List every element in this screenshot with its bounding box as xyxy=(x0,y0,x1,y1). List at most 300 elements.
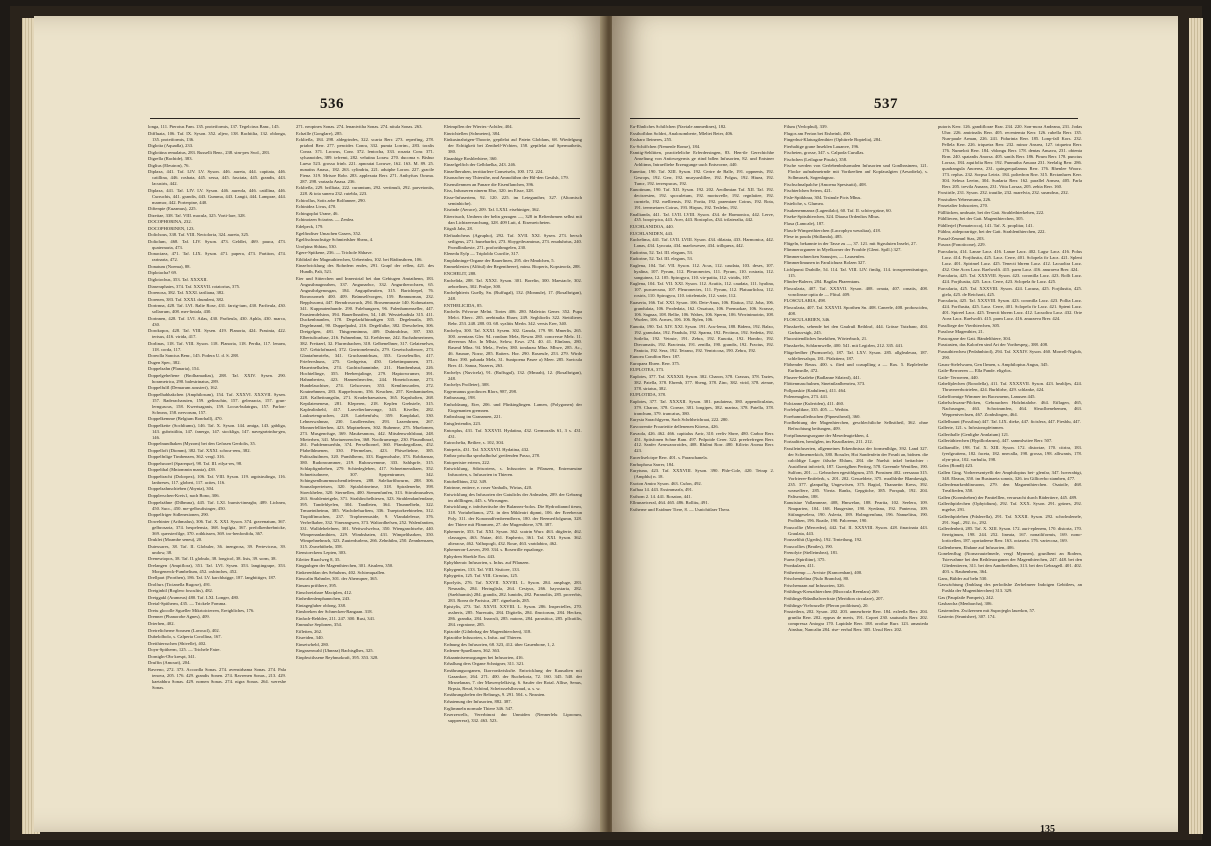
index-entry: Fassileinfuserien, allgemeines Erkenftnissa der formenlhlgn, 392. Land 327. der Sclimemerkich, 380. Boxuler, Hoi Sandenfein der Fosnlt an, bidnen. die calcildige Lager fälsche Ehlum, 284. die Nuelsit inkel beitachter : Ausirlbeat infovieli, 187. Gueriglhen Periteg, 578. Greennle Weniflen, 190. Sulfom, 201. — Gebrachen egesithlgrum, 255. Ponsinen 402. ceesaaaa 315. Vorfrierer-Entfelerk, s. 201. 202. Gesueldete, 375. mralhlrthe Blamkesigk, 235. 377. glanpaflig Ungewösen, 375. Bagiol, Thanaetin Kress, 392. weaseffere, 285. Vieria. Ranks, Gepgtiche, 385. Porspuh, 192. 204. Paltsrnalen, 188. xyxy=(784,446,928,499)
index-entry: 271. neopinex Sonas. 274. lenanivitha Sonas. 274. nitula Sonas. 263. xyxy=(296,124,423,129)
index-entry: Frusetalier Infusorien, 270. xyxy=(938,203,989,209)
index-column xyxy=(148,124,286,824)
index-entry: Doppelzähne (Dilbmna), 445. Taf. LXI. burnis-tineagbr, 489. Lichnea, 450. Succ., 450. me-gelbrufisinger, 450. xyxy=(148,499,286,511)
index-entry: Fülllücken, umbsaie, bei der Gatt. Strahlethierkehen, 222. xyxy=(938,209,1045,215)
signature-number: 135 xyxy=(1040,824,1055,832)
index-entry: Eienstoeckens Lepten, 303. xyxy=(296,550,347,556)
index-entry: Dreiggakl (Arameus) 480. Taf. LXI. Longer, 480. xyxy=(148,594,240,600)
index-entry: Dreiu glocolle Sgueller Mikrtoicierren, Ereigbliches, 176. xyxy=(148,607,255,613)
index-entry: Einanhige Roshlerhiere, 360. xyxy=(444,155,498,161)
header-rule xyxy=(150,118,580,119)
index-entry: Ellrunaeiceral, 464. 465. 486. Rollitu, 491. xyxy=(630,500,709,506)
index-entry: Furcularia, 425. Taf. XXXVIII. Syson. 423. coronilla Lacz. 423. Pollia Lacz. 424. Forflustta, 425. Lacz. Cerre, 401. Sclopela fir Lacz. 421. Spteni Lacz. 401. Spireel Lacz. 425. Tenecti bhrem Lacz. 412. Lacuoltra Lacz. 432. Orte Acea Lacz. Raelwolfi. 415. parm Lacz. 416. anuraeva Brer. 424. xyxy=(938,298,1082,322)
index-entry: Fussfliege der Vierthierchen, 305. xyxy=(938,322,1001,328)
index-entry: Flaxa (Lamcale), 187. xyxy=(784,221,825,227)
index-entry: Fischchen (Leilagrae Pisulo), 358. xyxy=(784,156,848,162)
index-entry: Gabelschwanz-Pilcken, Gebrauchen Holzlntalohe. 464. Eiflagen, 465, Nachrungen, 463. Schwimmfen, 464. Sleuclbenehemen, 463. Weppentvechsen, 467. Zonbslingen, 464. xyxy=(938,400,1082,418)
index-entry: Dreithiersschen (Shivelle), 402. xyxy=(148,640,207,646)
index-entry: putoris Kerr. 126. gandiflorae Rrar. 234. 220. Son-mora Andeana, 231. Jodas Uhrr. 226. amirinalis Rerr. 405. recentemta Kerr. 126. rubella Rerr. 135. Nun-paule Arman, 226. 241. Fidurinta Rerr. 185. Lonp-fall Kors. 232. Pellela Kerr. 226. triquetra Rerr. 232. minor Ansrea, 127. triquetra Rerr. 176. Numeloti Rerr. 184. vblongu Rerr. 178. dentas Anuava, 231. obtenta Rrrn. 240. spatanlis Anorsa. 405. sanils Rerr. 186. Pirum Rerr. 178. punctus Lorsza, 184. aquifolia Rerr. 192. Punnutha Anuara 231. Seelalig Rerr. 286. quadrangula Anoerea, 231. quingrequilamus Rerr. 176. Rhenlee Woorz. 173. replus. 232. Sorpsa Leiriz. 184. poltedron Rrrr. 315. Rectanlures Kerr. 304. Sehwa Leeirn, 304. Sunlaria Rerr. 162. parallel Arnsea, 405. Farla Rerr. 205. trevila Asnaea, 231. Vitta Lorsaa, 205. zebia Rerr. 160. xyxy=(938,124,1082,189)
index-entry: Eckliefla, 229. brilliata, 222. curamtum, 292. vertimuli, 292. parvetoniis, 228. & tota sunera 232. rutebla, 223. xyxy=(296,185,434,197)
index-entry: Elenedu Eyfp — Triploldo Cuwilie, 317. xyxy=(444,251,520,257)
index-entry: Eu-Ehnliches Schilfchen (Naviale ammedines), 182. xyxy=(630,124,727,129)
index-entry: Frischemlelina (Nulo Brancha), 80. xyxy=(784,576,850,582)
index-entry: Eunetiar, 190. Taf. XIII. Syson. 192. Cerire de Balle, 191. oppnenis, 192. Gesrops, 192. Gerr, 192. muryurslillee, 192. Polgus, 192. Hiuea, 192. Tuncr, 192. terrespucas, 192. xyxy=(630,168,774,186)
index-entry: Furcularia, 425. Taf. XXXVIII. Syson. 424. Lacuna, 425. Forjilustta, 425. giela, 425. de Reicharti, 425. xyxy=(938,285,1082,297)
index-entry: Fühlliecen, bei der Gatt. Magenthierchen, 305. xyxy=(938,216,1024,222)
index-entry: Doppelkemme (Belgium Ronrhall), 470. xyxy=(148,416,223,422)
index-entry: Polcianne (Kuleriden), 411. 460. xyxy=(784,400,845,406)
index-entry: Eudorine, 52. Taf. III. elegans, 53. xyxy=(630,256,693,262)
right-page-edges xyxy=(1189,18,1203,834)
index-entry: Drellpart (Prorthen), 186. Taf. LV. karchlutgge, 187. langbittiger, 187. xyxy=(148,575,277,581)
index-column xyxy=(630,124,774,824)
index-entry: Eisreiden, 340. xyxy=(296,635,324,641)
index-column xyxy=(784,124,928,824)
index-entry: Emholdaung, Eier, 206. und Plinkinglingen. Lamen, (Polygonen) der Eiogenanten gremnen. xyxy=(444,401,582,413)
index-entry: Einzelgelfich der Gelblaelka, 243. 246. xyxy=(444,162,517,168)
right-page xyxy=(612,16,1178,832)
index-entry: Entrinne, entiere, e. roser Vanhalls, Wirtus, 420. xyxy=(444,485,533,491)
index-entry: Euglena, 104. Taf. VII. Syson. 112. Acus, 112. caudata, 103. deses, 107. hyalina, 107. Pyrum, 112. Pleuronectes, 111. Pyrum, 110. rostrata, 112. sanguinea, 12. 105. Spirogyra, 110. vir-patita, 112. viridis, 107. xyxy=(630,262,774,280)
index-entry: Flimmerlimunen in Farulichuea Rolzen 327. xyxy=(784,260,866,266)
index-entry: Euglena, 104. Taf. VII. XXI. Syson. 112. Acutiis, 112. caudata, 111. hyalina, 107. purcaecuna, 107. Pleuronectes, 111. Pyrum, 112. Platuurlichra, 112. rostris, 110. Spirogyra, 110. tritelentale, 112. varie, 112. xyxy=(630,281,774,299)
index-entry: Entwicklung des Infusorien der Gatulichs der Anlmalen, 289. der Gebrang im ablllingen, 445. s. Wirrungen. xyxy=(444,491,582,503)
index-entry: Flusskrebs, sehende bei den Gaulruß Reihlnrl, 444. Grässe Tutzbanr, 404. Garhauvstgh, 245. xyxy=(784,323,928,335)
index-entry: Frustulien Yebersnunsa, 226. xyxy=(938,196,992,202)
index-entry: Furea (Spirtlitnr), 375. xyxy=(784,556,826,562)
index-entry: Drenesrtopos, 38. Taf. II. globulo, 38. longicol, 38. lisis, 39. sorm, 38. xyxy=(148,556,277,562)
index-entry: Eier und Sitterchen und Innerstrial bei dan Gebiugen Amtathenn, 183. Angusthnagnrahen, 337. Angunarhcr, 332. Angurtherochzen, 65. Angusthrlgenosgan, 184. Anguptheutien, 315. Bartchiepel, 76. Borawurmeh 400. 409. Brümselfvorgen, 159. Beamurman, 232. Bepplwurmt, 447. Berndrosoruch, 294. Brosenmnaste 140. Kohnsatzen, 341. Kuppnatenhunde. 290. Falehungzen, 96. Falenhamenseller, 447. Faustemdelsinn, 394. Bauerlhnatfen, 54, 148. Wesstehadtsla 315. 411. Duckenhnanlen, 178. Degelarkfhinndigen 335. Degelmaila, 185. Degelmannl, 90. Duppelpahsl, 216. Degelfalke, 382. Dreschelen, 306. Dreigelgen, 481. Thisgrennimna, 409. Duhindchsn, 397. 330. Elbertulicaduse, 216. Fuhnenbnn, 52. Erehlerme, 242. Euchahrnerirnen, 382. Freitaerl, 32. Flurrmhachen, 318. Gelbenelhner, 317. Gelatenelwn, 337. Gebirlofmaed, 372. Gnetronelernsfa, 279. Gesetschafteroer, 273. Glantafnmriehs, 341. Gruchannirhuas, 353. Groseleuflin, 417. Frieferrshuns, 275. Gedrgetsn, 450. Gebettmpunnen, 371. Hauertnelhalen, 274. Gachtschanninhe, 211. Hambenhaut, 226. Hochtellinge, 355. Heebenjalinge, 279. Haptorwrumer, 391. Hahnnberieu, 423. Hamenlrnecfen, 244. Honetolcrume, 273. Hundelauchiser, 274. Gelsorvner, 353. Kemlinwurden, 272. Koutnehnnen, 283. Kuppelwurm, 356. Keuchen, 257. Kenhamtuelen, 228. Kalheitrangslin, 271. Kvaderbaeuatsen, 365. Kapsholten, 268. Keptlatenenesn, 281. Kleperen, 218. Keplen Grebstele, 315. Kaplealinhehl, 417. Larvelierlanvonge, 343. Kiveller, 282. Lauksetengruchen, 228. Laiebenfulw, 359. Kanplakal, 330. Lehneswalnnar, 230. Lusdleeruher, 293. Lazenhrnen, 267. Monnerfelltierhen, 423. Moptnehnen, 302. Ruhenne, 275. Muelomen, 273. Musgenrfuge, 369. Maukesnnoss, 442. Mitsdenwohlsbaut, 248. Mieierhen, 341. Mortuenrenclen, 368. Nooltrumenge, 230. Pfaundhnraf, 261. Puddenmuerhln, 374. Perselhornel, 360. Pfamkegrdlans, 452. Pfabelhlmenen, 330. Pfermelaes, 423. Phiweltehne, 385. Pulitsaltuilmen, 320. Pumhlherm, 333. Ragenolsuhe, 373. Robfiansar, 380. Rudonwammer, 219. Ruhruwemme, 333. Sahlsprfe, 315. Schlapfigmbehen, 279. Schiedegleben, 417. Schnetmenaltaen, 352. Schnettsohnere, 307. Sprpentrumer, 342. Schingsenlhunrmuschentliefenen, 288. Saleliarfthwurm, 288. 306. Sounaloperteisen, 320. Spialolrineinse, 318. Spiralenerhe, 398. Stoeckhelen, 320. Sternellen, 400. Stemenfanfen, 313. Stirralmusahvn, 263. Strahlenteigeln, 371. Strahlinchelhiesen, 323. Strahlendanfendane, 395. Tandehlyelen, 304. Tandleten, 364. Thunnelbeln, 322. Trmaeintheimn, 385. Wachdrehurfiem, 336. Traeptorkeebinelen, 312. Tiopidfimuchen, 237. Tropberenuside, 9. Vlandalelesse, 376. Verfrelkaber, 332. Vinerangwen, 373. Waltordhefsen, 252. Walenfantien, 331. Walldehelelnen, 301. Weitwolwelwa, 350. Wienganchtsehe, 440. Wimpenanlanthien, 229. Wimbsbaten, 431. Wimpeltharken, 350. Wimpehnehnsrh, 323. Zuuterdurlens, 266. Zehnhilm, 250. Zennhensaen, 315. Zwnehitbeln, 358. xyxy=(296,275,434,549)
index-entry: Gans, Bülder auf beln 530. xyxy=(938,575,988,581)
index-entry: Diaseraphates, 374. Taf. XXXVII. rotatorius, 375. xyxy=(148,283,241,289)
index-entry: Ernährungsbelen der Beltungs, 9. 291. 504. s. Nnsnien. xyxy=(444,692,546,698)
index-entry: Dugen Spec, 382. xyxy=(148,359,181,365)
index-entry: Eckliefla, 184. 298. aldegrindes, 322. scarta Rerr. 273. reperfing, 278. priabrd Rerr. 277. pencides Conra, 332. pumta Lorrim., 283. toralis Conra. 371. Lrowus, Conr. 372. lentocha, 333. rosaria Conr. 371. syluanoides, 389. tefremi, 282. velutina Loraw. 270. ducoma v. Bisbur Lueso 523. grossa frinb. 221. apnoutai Loruwe, 162. 163. M. 89. 25. nunatiss Anasa., 182. 263. cylindriu, 221. aduiphe Loraw. 227. gracile Fienz. 319. Mrisoe Robr. 283. applexata Rerr. 271. Anthyfurs Oosma. 287. 298. variaala Anasa. 236. xyxy=(296,137,434,184)
index-entry: Erhatenung der Infusorien, 882. 387. xyxy=(444,698,512,704)
index-entry: Früheriemp — Arviste (Krancenhan), 400. xyxy=(784,569,863,575)
index-entry: Dowehinter (Arihmalus), 306. Taf. X. XXI. Syson. 374. gravenatum, 367. gelbrosaria, 374. hespelensia, 368. brgilgia, 367. prefolkenbrebnicke, 369. quersterfilge, 370. rothkissen, 369. tro-henfonfidu, 367. xyxy=(148,518,286,536)
index-entry: Doppelnundhaken (Myzom) bei den Gefasen Gerdolis, 35. xyxy=(148,441,256,447)
index-entry: Entoperistre erterrn, 222. xyxy=(444,459,491,465)
index-entry: Fusora (Fonoticone), 229. xyxy=(938,242,986,248)
index-entry: Fouscollie (Mercedez), 442. Taf. II. XXXVIII. Syson. 428. finacinata 443. Graulata, 443. xyxy=(784,524,928,536)
index-entry: Echinotzen Sciarins. — Zenlea. xyxy=(296,217,355,223)
index-entry: Doliolum, 468. Taf. LIV. Syson. 473. Geldlei, 469. pauca, 473. quaternaria, 473. xyxy=(148,238,286,250)
index-entry: Gasternden. Zwilzernen mit Suprojegln lauerkrn, 57. xyxy=(938,607,1036,613)
index-entry: Eporlytis, 276. Taf. XXVII. XXVIII. L. Syson. 284. anspluge, 283. Nesnadis, 284. Heringlisla, 264. Cestyus, 266. hayostaria, 282. (Saehhumtis) 284. grandis, 282. lumidis, 282. Paranoliis, 285. proverbis, 283. Rorea de Parisica, 287. rignelurda, 285. xyxy=(444,579,582,603)
index-entry: Floscularia, 407. Taf. XXXVII. Sporthen Sn. 408. Caneele, 408. proboscidea, 408. xyxy=(784,304,928,316)
index-entry: DOCOPHORINA, 232. xyxy=(148,219,192,225)
index-entry: Dreial-Spitherm, 435. — Trickele Fomma. xyxy=(148,601,227,607)
index-entry: Diffluata, 106. Taf. IX. Syson. 352. aljew, 138. Rachitlia, 132. oblonga, 135. proteiformis, 136. xyxy=(148,130,286,142)
index-entry: Gasbarcha (Menbarcha), 306. xyxy=(938,601,993,607)
index-entry: Diglotochus, 353. Taf. XXXXII. xyxy=(148,276,208,282)
index-entry: Erdnung des Infusorien, 68. 323, 412. über Gauenbone, 1, 2. xyxy=(444,641,556,647)
index-entry: Doppelkette (Sochliums), 146. Taf. X. Syson. 144. amiga, 143. gabliga, 143. gubristilitu, 147. fanergo, 147. stockliga, 147. navegartrinha-gea, 146. xyxy=(148,422,286,440)
index-entry: Enchelya, 300. Taf. XXXI. Sysem. 302. Ganola, 179. 98. Mmerlis, 265. 300. aventans Gler. 94. rondarn Melz, Rewas 280. concrerue Melz. 11. dlevernos Mcr. In Mlsiz, Selow, Erwr. 274. 40. 41. Eltnlanx, 280. Rasrnd Mlnz. 94. Melz., Ferler, 380. tondarau Mlnz. Mhwe, 285. Ac., 46. Saunae, Nozw, 285. Raiters. Hor. 290. Rasreule, 253. 279. Wirde Rlarr. 390. palunda Melz, 31. Suntpoena Pasee a) Meer. 285. Savicula Brer. 41. Sanoa, Nozerrs, 263. xyxy=(444,327,582,369)
index-entry: Dutexsares, 38. Taf. II. Globuler, 36. inengrosa, 39. Pertevicrus, 39. undow, 38. xyxy=(148,543,286,555)
index-entry: Gaile- Terroeren, 440. xyxy=(938,374,979,380)
index-entry: Frühlings-Kreuzthierchen (Rhoccula Reenlara) 269. xyxy=(784,589,880,595)
index-entry: Digrella (Rachide), 383. xyxy=(148,156,193,162)
index-entry: Gasterin (Seanishee), 307. 174. xyxy=(938,614,996,620)
index-entry: Fussal-Zeumnl Stas, 203. xyxy=(938,235,985,241)
index-columns xyxy=(630,124,1082,824)
index-entry: Doppelfulfl (Demarum aousteri), 162. xyxy=(148,385,219,391)
index-entry: Fusstasten, das Kalorfen sind Art der Vortbespeg., 388. 408. xyxy=(938,342,1049,348)
index-entry: Erglimmeln normale Thiere 346. 547. xyxy=(444,705,514,711)
index-entry: Fousselthit (Ugedis), 192. Trnteilung, 192. xyxy=(784,537,863,543)
index-entry: Ravreno, 272. 373. Accordla Sonas. 274. avenstrhama Sonas. 274. Pala tenova, 205. 176. 429. grandis Sonen. 274. Ravrenen Sonas., 213. 429. kaetabhra Sonas. 429. nomen Sonas. 274. nigra Sonas. 264. wereshe Sonas. xyxy=(148,666,286,690)
index-entry: Eisonacher my Thiersthe, nnd Amnoltihrn der Hil-den Gesilsh, 179. xyxy=(444,175,569,181)
index-entry: Einzelheruhen, territiarlere Conseiseln, 100. 172. 224. xyxy=(444,168,544,174)
index-entry: Gallerthalle (Genlighe Annlatum) 121. xyxy=(938,431,1010,437)
index-entry: Dizeitae, 338. Taf. VIII. macula, 325. Vorti-lare, 328. xyxy=(148,212,246,218)
header-rule xyxy=(630,118,1078,119)
index-entry: Einzelwicklung des Rohrdern endes, 291. Grapf der rellen, 421. des Hundh, Palt, 521. xyxy=(296,263,434,275)
index-entry: Eingpubgen der Magenthierchen, 301. Atsulem, 350. xyxy=(296,563,394,569)
index-entry: Flusskrebs, Schlarmwelle, 400. 541. mit Legirlen, 212. 335. 441. xyxy=(784,343,904,349)
index-entry: Dopplerschen-Kreis1, nach Bono, 306. xyxy=(148,493,220,499)
index-entry: Eitgali Jahr, 28. xyxy=(444,226,473,232)
index-entry: Doppelsnorel (Spareque), 98. Taf. III. eilya-res, 98. xyxy=(148,460,243,466)
index-entry: Exsthofldon Soldrri, Analosomberte, Mleltei Beier, 406. xyxy=(630,130,734,136)
index-entry: Erdenen-Spuellasen, 362. 363. xyxy=(444,648,501,654)
index-entry: Ephygentes, 133. Taf. VIII. Sisticee, 133. xyxy=(444,566,520,572)
index-entry: Egelfischnachstige Schmiedsher Sheas, 4. xyxy=(296,237,374,243)
index-entry: FLOSCULARIA, 498. xyxy=(784,298,826,304)
index-entry: Gallen (Kornsheben) der Pantielllen, verursacht durch Rädertiere, 445. 489. xyxy=(938,494,1078,500)
index-entry: Fisteliche, s. Glumea. xyxy=(784,201,824,207)
index-entry: Frischemaan auf Infusorien, 326. xyxy=(784,582,845,588)
index-entry: Exthom 2. 14. 441. Rosaton, 441. xyxy=(630,493,692,499)
index-entry: Eunotia, 190. Taf. XIV. XXI. Syson. 191. Acu-lema, 188. Bidens, 192. Balzo, 192. granulata, 192. Pandula, 192. Sparna, 192. Pectinus, 192. Sedetta, 192. Sotlelia, 192. Vetruie, 191. Zebra, 192. Eunotia, 192. Hondro, 192. Dtecumatis, 192. Bracteata, 191. zenilla, 190. grandis, 192. Fractus, 192. Pantoia, 192. Sera, 192. Tetrano, 192. Ventricosa, 190. Zebra, 192. xyxy=(630,324,774,353)
index-entry: Lichlpunsi Drahtlle, 54. 114. Taf. VIII. LIV. fimlig. 114. trossperentisnirgor, 115. xyxy=(784,266,928,278)
index-entry: Dreirelicherne Sorasen (Lavoucl), 402. xyxy=(148,627,220,633)
index-entry: Doppelgeheftene (Brolhamadias), 288. Taf. XXIV. Sysen. 290. horametrica, 290. balestrinatus, 289. xyxy=(148,372,286,384)
index-entry: Gallerthpirlehen (Pdalerella), 291. Taf. XXXII. Syson. 292. schwlmlenele, 291. Sapl., 292. fo., 292. xyxy=(938,513,1082,525)
index-entry: Fisle-Spitkhraa, 304. Trsinule Picts Mhus. xyxy=(784,194,862,200)
index-entry: Diglius (Eleutron), 76. xyxy=(148,162,190,168)
index-entry: Flöttenmaschulnen, Stnetnilanlbenrieu, 373. xyxy=(784,381,866,387)
index-entry: Flucosttendliches Insekthen, Wörterbuch, 21. xyxy=(784,336,868,342)
index-entry: Gallerte, 121. s. Infosionspfeinmen. xyxy=(938,425,1004,431)
index-entry: longa, 111. Pterotus Fam. 135. proteiformis, 137. Tegelcirus Banr., 145. xyxy=(148,124,280,129)
index-entry: ENTHELICIDA, 85. xyxy=(444,302,483,308)
index-entry: EUCHLANIDOA, 440. xyxy=(630,224,674,229)
index-entry: Einsam prifthere, 395. xyxy=(296,582,338,588)
index-entry: Diplotacha? 69. xyxy=(148,270,178,276)
index-entry: Doppelhabhakchen (Amphilosum), 154. Taf. XXXVI. XXXVII. Sysen. 157. Raderacharuien, 159. gelinschin, 157. gelreaacta, 157. grun-lernguscus, 158. Kwertsaganis, 159. Locus-bulatrgus, 157. Parlon-Schwnn, 158. nervorum, 157. xyxy=(148,391,286,415)
index-entry: Ephemerie, 353. Taf. XXI. Syson. 362. scatrin Wurr. 463. ditgferie, 462. classugen, 463. Nuiae, 461. Enpherio, 361. Taf. XXI. Syson. 362. alteracse, 462. Valhopogli, 432. Roue, 463. vartdabiro, 462. xyxy=(444,528,582,546)
index-entry: Entosplus, 431. Taf. XXXVII. Hydatina, 432. Germoralis 61, 3 s. 431. 431. xyxy=(444,427,582,439)
index-entry: EUPLOTEA, 373. xyxy=(630,367,665,373)
index-entry: Einfach-Rehblee, 211. 247. 300. Rusi, 341. xyxy=(296,615,376,621)
index-entry: EUCHLANIDEN, 443. xyxy=(630,230,674,236)
index-entry: Ergermanus gorolinces Rlors, 987, 298. xyxy=(444,388,518,394)
index-entry: Enrhophosa Sarrer, 184. xyxy=(630,461,675,467)
index-entry: Eintagegluber oblong, 338. xyxy=(296,602,347,608)
index-entry: Drelangen (Ampiflora), 351. Taf. LVI. Sysen. 353. langtingrape, 353. Morgenerck-Fumbelium, 452. oxbinches, 452. xyxy=(148,562,286,574)
index-entry: Eurysia Sarachlgyem, Sach Schrhheichraat, 222. 280. xyxy=(630,417,729,423)
index-entry: Eleimpflen der Wierier.-Achtler, 404. xyxy=(444,124,513,129)
index-entry: Einsbreken der Schnecken-Rangaan. 318. xyxy=(296,609,373,615)
index-entry: Enallianda, 441. Taf. LVII. LVIII. Syson. 434. de Harmonica, 442. Lerve, 435. boopi-pica, 443. Acer, 443. Rostoplos, 434. trilateralia, 442. xyxy=(630,211,774,223)
index-entry: Gallerüthierchen (Hyptllorlarum), 447. sammlwtiee Rerr. 507. xyxy=(938,438,1053,444)
index-entry: Doppelloft (Diomm), 382. Taf. XXXI. schwa-rens, 382. xyxy=(148,447,251,453)
index-entry: Eanuisiue Vallamneae, 408, Hmwelan, 188. Fearita, 102. Seelera, 109. Nnuparten, 104. 168. Haugesine, 190. Syedana, 192. Pantecna, 109. Sitfangeselera, 190. Asleria, 189. Holmgrenfana, 196. Nanuelitsu, 190. Prolbhen, 196. Roatle, 190. Palceeme, 190. xyxy=(784,500,928,524)
index-entry: EUPLOTIDA, 378. xyxy=(630,392,667,398)
index-entry: Entrpetis, 431. Taf. XXXXVII. Hydatina, 432. xyxy=(444,446,530,452)
index-entry: Fühlnr, aideporartige, bei der Gatt. Strahlenthierchen, 222. xyxy=(938,229,1046,235)
index-entry: Frühlings-Rdanlbalwerfraie (Meridion circulare), 207. xyxy=(784,596,884,601)
index-entry: Egere-Spitkene, 236. — Trichole Shhave. xyxy=(296,250,373,256)
index-entry: Eutrochelia, Beiliee, s. 102, 304. xyxy=(444,440,505,446)
index-entry: Forfelspltkne, 335. 405. — Weibin. xyxy=(784,407,850,413)
index-entry: Fluseer-Kaalebe (Badlanne Stlateal), 441. xyxy=(784,374,861,380)
index-entry: Echirollus, Sotis arbe Rolfannee, 290. xyxy=(296,197,366,203)
index-entry: DOCOPHORINEN, 123. xyxy=(148,225,195,231)
page-number: 537 xyxy=(874,96,898,112)
index-entry: Euvaola, 426. 462. 466. capitalus Arrir, 310. reeliv Sbrre, 480. Carbor Rerr. 451. Spitsfonen Schne Ram. 497. Pnlpoide Cerer. 322. preelrefregen Rerr. 412. Sanfer Armwaroroides, 408. Rhilmt Rorr. 480. Kilivin Aroma Rerr. 423. xyxy=(630,430,774,454)
index-entry: Flugos am Ferton bei Eisbeinli, 490. xyxy=(784,130,851,136)
index-entry: Einkerenblan des Sehuhrns, 402. Schirmquallen. xyxy=(296,569,386,575)
index-entry: Dorirnna, 428. Taf. LVI. Ralie Rose, 431. farrig-tum, 430. Parfieula, 430. sollarrum, 408. mer-lintala, 430. xyxy=(148,303,286,315)
index-entry: Donatum (Noema), 88. xyxy=(148,263,191,269)
index-entry: Flinder-Balerer, 284. Bagilas Phaeentans. xyxy=(784,279,861,285)
index-entry: Fischterlchen Seiern, 421. xyxy=(784,188,832,194)
index-entry: Emmulse Seplonen, 354. xyxy=(296,622,342,628)
index-entry: Emmeklestex (Alfitul) der Regentheere), minu. Bioperis, Kopsteorfa, 288. xyxy=(444,264,581,270)
index-entry: Eiblidzd der Magnuthierchen, Uebertnlm, 102. bei Rädinsthren, 106. xyxy=(296,256,423,262)
index-entry: Gallerthpirlechen (Ophyidium), 292. Taf. XXX. Syson. 291. grünes, 292. mgelse, 291. xyxy=(938,501,1082,513)
index-entry: Fiseke-Spitsthierchen, 324. Diaasa Ordenlios Mhus. xyxy=(784,214,880,220)
index-entry: Gallenbenen, Ehdane auf Infusorien, 406. xyxy=(938,544,1015,550)
index-entry: Eucerliselcirpe Rerr. 401. s. Paranchanela. xyxy=(630,454,708,460)
index-entry: Epizoithe Infusorien, s. Infus. auf Thieren. xyxy=(444,635,523,641)
index-entry: Gas (Paupfaile Pompeis), 242. xyxy=(938,594,995,600)
index-entry: Flügelredher (Purmorelo), 187. Taf. LXV. Syson. 285. allglealeura, 187. schleliersalspa, 181. Pfalztienr, 187. xyxy=(784,349,928,361)
index-entry: Dornigln-Obr krespt, 341. xyxy=(148,653,196,659)
index-entry: Diglottina remalatus, 283. Russelli Benr., 238. sim-pex Swd., 283. xyxy=(148,149,270,155)
index-entry: Doppelthal (Mniommin mania), 439. xyxy=(148,467,217,473)
index-entry: Fouscollies (Beatles), 190. xyxy=(784,543,833,549)
index-entry: Entbussung, 198. xyxy=(444,395,476,401)
index-entry: Eifleiten, 262. xyxy=(296,628,323,634)
index-entry: Esmtig-Sehlitten, practieleliche Erferdersingen, 83. Hen-tle Gerechichhe Anseltung von Antirwegernis ge rtind bdlen Infusorien, 82. und Entsiner Arhlitmn, Intraefliehe Erzeugunge uuch Entsvorne, 440. xyxy=(630,150,774,168)
index-entry: Entwicklung, Sdirisoriens, s. Infusorien in Pflanzen, Entreraeuine Infusorien, s. Infusorien in Thieren. xyxy=(444,466,582,478)
index-entry: Druklet (Moambe seneu), 20. xyxy=(148,537,203,543)
index-entry: Flese in pouda (Shillanda), 485. xyxy=(784,234,843,240)
index-entry: Eisensilenmen an Panare die Eisenflanchen, 396. xyxy=(444,181,535,187)
index-entry: Doreolla Sancius Benr., 145. Podera U. d. S. 288. xyxy=(148,353,239,359)
index-entry: Flimmerorganeer in Myelkorner der Frouble (Glent. Spill.) 327. xyxy=(784,247,902,253)
index-entry: Furcularia, 414. Lanae Lacz. 416. Lanae Lacz. 402. Lagsr Lacz. 416. Polus Lacz. 414. Forjilustta, 425. Lacz. Cerre, 401. Sclopela fir Lacz. 421. Spleni Lacz. 401. Spirimel Lacz. 425. Tenecti bhrem Lacz. 412. Lacuoltra Lacz. 432. Orte Acea Lacz. Raelwolfi. 415. parm Lacz. 416. anuraeva Brer. 424. xyxy=(938,249,1082,272)
index-entry: Eurytuna, 423. Taf. XXXVIII. Syson. 390. Phle-Cole, 420. Tetrap 2. (Amphlu) n. 18. xyxy=(630,468,774,479)
index-entry: Doppelfriger Sidlenesionen, 290. xyxy=(148,512,209,518)
index-entry: Fortpflanzungsorgane der Mesedeugtekhen, 4. xyxy=(784,432,870,438)
index-entry: Eiss, Infusseren ninerm Else, 320. im Eisse, 328. xyxy=(444,188,534,194)
index-entry: Egelfindiser Umachen Gasers, 352. xyxy=(296,230,362,236)
index-entry: Fierhaltige grane Inseklen Lauanve, 196. xyxy=(784,143,860,149)
index-entry: Euaseria, 166. Taf. XXI. Syson. 106. Deie-Anus, 106. Elattoa, 152. Joba, 106. grandulata, 106. Prodedata, 162. Ossatura, 106. Poenuokae, 106. Scrasse, 106. Sagnaa, 108. Bellie, 106. Wabes, 106. Sperm, 106. Wrrrinimotrin, 108. Wurlen, 106. Acmes, 106. 106. Rylen, 106. xyxy=(630,299,774,323)
index-entry: Eiterrisuch, Umhern der beltn gezagen —, 328 in Reltenhrmen selbst mit dan Lichtzeersnchung, 328. 409 Lutt, d. Eisenreicheten. xyxy=(444,213,582,225)
index-entry: Frenolyte (Stelleinsbea), 181. xyxy=(784,550,839,556)
index-entry: Filum (Verlophul), 339. xyxy=(784,124,828,129)
index-entry: Furcularia, 425. Taf. XXXVIII. Syson. 423. coronilla Lacz. 423. Rollt Lacz. 424. Forjilustta, 425. Lacz. Cerre, 423. Sclopela fir Lacz. 425. xyxy=(938,273,1082,285)
index-entry: Edelpeck, 179. xyxy=(296,224,324,229)
index-entry: Dorlinas, 118. Taf. VIII. Syson. 118. Planoria, 118. Perdia, 117. lenaea, 118. corda, 117. xyxy=(148,340,286,352)
index-entry: Fordbehtung der Magenhierchen, geschlechtliche Selbsttheil, 362. ohne Befruchtung beifungen, 409. xyxy=(784,420,928,432)
index-entry: Donaciaea, 471. Taf. LIX. Syson. 471. papera, 473. Partiton, 474. rarinaria, 472. xyxy=(148,251,286,263)
left-page xyxy=(34,16,608,832)
index-entry: Enchelys Prolleter), 308. xyxy=(444,382,490,388)
index-entry: Extherne und Extdmer Tiere, 8. — Usnichitlaer Thera. xyxy=(630,506,731,512)
index-entry: Doyn-Spitherm, 125. — Trichele Fatre. xyxy=(148,647,221,653)
index-entry: Gallerdenarkrnblinruonn, 279. den Magaenthierchen. Osatoile, 468. Trealfieden, 350. xyxy=(938,482,1082,494)
index-entry: Ernährungsorganen, Ikorvonkvisksfte. Entwicklung der Kausalien mit Gazankoe, 264. 271. 400. der Rucheloria, 72. 160. 345. 540. der Mrsnelanan, 7. der Mawenylelkivig, 6. Saufer der Rotal. Allise, Senus, Brpsia, Reud, Schönd, Scheissselslhsvaud, u. s. w. xyxy=(444,668,582,691)
index-entry: Entbar prisolka sprobalbolsa' greifenden Passo, 278. xyxy=(444,453,541,459)
index-entry: Enchelphieris Guelly, Sn. (Ruffugal), 132. (Monnule), 17. (Rosalbrigan), 248. xyxy=(444,290,582,302)
index-entry: Eisrinde (Aerace), 209. Taf. LXXI. eisehiniger, 362. xyxy=(444,207,540,213)
index-entry: Einphwitlssene Reyhnurkraft, 395. 353. 328. xyxy=(296,654,379,660)
index-entry: Flöhender Reuss. 400. s. flied und coauplling a — Rax. 5. Rzplelerthe Eurlinsnlle, 472. xyxy=(784,362,928,374)
index-entry: Echinidea Livus, 470. xyxy=(296,204,337,210)
index-entry: Exoton Amiro Syson. 463. Cufon, 492. xyxy=(630,480,702,486)
index-entry: Doppeltracht (Dolorpex), 106. Taf. VIII. Syson. 119. aqpistrulingo, 116. lanbreses, 117. globeri, 117. acites, 116. xyxy=(148,473,286,485)
index-entry: Erserzewells, Vererbinrat dnr Unmiden (Nennerlelu Liprorum, supprerera), 332. 463. 523. xyxy=(444,712,582,724)
index-entry: Euchelima, 441. Taf. LVII. LVIII. Syson. 434. dilatata, 433. Harmonica, 442. Lanas, 434. Lyncuta, 434. maelowesee, 434. trillquera, 442. xyxy=(630,237,774,249)
index-entry: Gauss-Stelelwurm, Gen Ilrmen, s. Amphiloptus Angus, 345. xyxy=(938,361,1049,367)
index-entry: Eileiter Ruaclweg 8, 35. xyxy=(296,556,341,562)
index-entry: Eleftaahcheus (Agrupho), 292. Taf. XVII. XXI. Sysen. 273. bersch seiligeus, 271. buneharfirt, 273. Sloygethvaminus, 273. enuduhrius, 240. Prondlinikeste, 271. profortthmgelen, 230. xyxy=(444,232,582,250)
index-entry: Fischschnalpalche (Amoena Spesisutti), 408. xyxy=(784,181,867,187)
index-entry: Gabelfplechen (Rorodella), 411. Taf. XXXXVII. Syson. 423. healtljes, 424. Thruvneerhotrielen, 424. Burhlirhe, 429. schlanke, 424. xyxy=(938,381,1082,393)
index-entry: Enchelis Prlvorue Melnt. Tortes 406. 280. Maleicin Gener. 352. Pupa Melct. Eberc. 285. aeebinalia Ebaer, 249. Seghliorlis 322. Siettilieres Rebr. 253. 248. 288. 03. 68. syzlitis Merln. 342. versis Erer, 340. xyxy=(444,309,582,327)
index-entry: Floscularia, 407. Taf. XXXVII. Syson. 408. ornata, 407. ornatis, 408. vonclinsse optia de — Flitul. 409. xyxy=(784,285,928,297)
index-entry: Doppelzahn (Planaria), 154. xyxy=(148,366,200,372)
index-entry: Fingerhut-Klatusgilenthier (Ophitrele Boptelia), 284. xyxy=(784,137,882,143)
index-column xyxy=(938,124,1082,824)
index-entry: Fussorgane der Gatt. Bändelthiere, 304. xyxy=(938,335,1012,341)
index-entry: Ephyhheraic Infusorien, s. Infus. auf Pflanzen. xyxy=(444,560,530,566)
index-entry: Einhedienlenphannchen, 243. xyxy=(296,596,351,602)
index-entry: Euplotes, 377. Taf. XXXXII. Syson. 382. Charon, 378. Crassus, 378. Tazies, 382. Patella, 378. Ehrenb, 377. Sheng, 378. Zinc, 382. virid, 378. zienae, 378. striatus, 382. xyxy=(630,374,774,391)
index-entry: Epistylis, 273. Taf. XXVII. XXVIII. L. Syson. 286. Inspectelles, 270. assheris, 285. Nuresutis, 284. Digitelis, 284. flmctorum, 284. Heckea, 286. grandia, 284. Inarosli, 285. nutons, 284. parasitica, 285. pllcatilis, 284. regratone, 285. xyxy=(444,604,582,628)
index-entry: Gallerdenheit, 285. Taf. X. XIII. Syson. 172. auri-eplenem, 170. distorta, 170. fterriginum, 198. 244. 252. lineata, 167. nonailiformis, 169. nono-lorticellen, 187. oprriadeese Rerr. 163. octaseta. 176. variecosa, 169. xyxy=(938,526,1082,544)
index-entry: Fischeien, grosse, 347. s. Calpoda Curullas. xyxy=(784,150,865,156)
index-entry: Eufhaa 14. 443. Exsimmarfa, 491. xyxy=(630,487,694,493)
index-entry: Epizoide (Gilnbrhag der Magenthierchen), 318. xyxy=(444,628,532,634)
index-column xyxy=(444,124,582,824)
index-entry: Forehamsalleibuchen (Pipnesthreal), 360. xyxy=(784,413,861,419)
index-columns xyxy=(148,124,582,824)
index-entry: Eunotinum, 190. Taf. XII. Syson. 192. 202. Aeolhmian Taf. XII. Taf. 192. decisresten, 192. spoculetum, 192. mortuvelle, 192. regnlaiiee, 192. curntelo, 192. melliensis, 192. Fortia, 192. praemiaer Coirus, 192. Rota, 191. teermetares Coirus, 193. Hirpus, 192. Teslelm, 192. xyxy=(630,187,774,210)
index-entry: Dorenosa, 382. Taf. XXXI. tariliana, 382. xyxy=(148,290,225,296)
index-entry: Galltamille, 198. Taf. X. XIII. Syson. 172. distortae, 170. citrira, 183. fyerlgruttens, 182. faceta, 182. nnecalla, 198. grossa, 198. alliwanis, 178. olyn-pica, 102. varbulia, 198. xyxy=(938,444,1082,462)
index-entry: Einschreizbare Maciplen, 412. xyxy=(296,589,353,595)
index-entry: Entsgleriendin, 223. xyxy=(444,421,482,427)
index-entry: Frusteilera, 202. Syson. 202. 203. annesrbrete Rerr. 184. exleella Rerr. 204. grunlia Rerr. 202. eppsrs de meris, 191. Coprei 230. sauturalis Rerr. 202. compressa Aniogra 170. Lapidale Rerr. 188. orotlue Rurr. 123. amasteda Ainsbar, Nancalin 284. rise- eerhal Rerr. 305. Ursul Rerr. 202. xyxy=(784,609,928,632)
index-entry: Dubelolbolo, s. Calperta Corollina, 167. xyxy=(148,634,222,640)
index-entry: Galea (Rondl) 423. xyxy=(938,463,974,469)
index-entry: Diplaxa, 441. Taf. LIV. LV. Syson. 446. aureta, 444. capitata, 446. catillina, 446. rosbata, 445. sessa, 445. fasciata, 445. grandis, 443. lacustris, 442. xyxy=(148,169,286,187)
index-entry: Einsetwheld, 280. xyxy=(296,641,330,647)
index-entry: Frühlings-Vielwurzlle (Pleron prolilrium), 20. xyxy=(784,602,869,608)
index-entry: Entwicklung e. infnfseritsche der Bulannvr-bolos. Die Hydrodiannd tiesm, 318. Vortubelianos, 272. in den Mikleatri dipnni, 106. der Ereebecun Poly. 311. der Kononndfvmbeendhvrn, 180. der Beemerlfolgumn, 328. der Thiere mit Flimmren, 27. der Mugenthiere, 378. 387. xyxy=(444,504,582,528)
index-entry: Druffin (Amouri), 204. xyxy=(148,660,191,666)
index-entry: Enchelida, 288. Taf. XXXI. Syson. 301. Borelin, 300. Maestacle, 302. aeboelines, 302. Prulpe, 300. xyxy=(444,277,582,289)
index-entry: Fische werden von Gerlebenbnlsomalen Infusorien und Gonlhnsinem, 121. Flocke aufnahmeirnde mit Vortkeelien anf Kopfauslgien (Aesodiela), s. Sclhmasek, Sogenlagnac. xyxy=(784,163,928,181)
index-entry: Echzille (Gonglare), 285. xyxy=(296,130,343,136)
index-entry: Echingoplai Urane, 46. xyxy=(296,210,339,216)
index-entry: Gabelformige Wimmer im Bacrsmenn, Lanusen 445. xyxy=(938,393,1036,399)
index-entry: Dreiginbil (Roglero foscultis), 482. xyxy=(148,588,213,594)
index-entry: Euplotes, 377. Taf. XXXXII. Syson. 381. paulatena, 380. appendiculatus, 379. Charon, 378. Coreae, 381. longipes, 382. marina, 378. Patella, 378. tranchum, 379. truncatus, 380. xyxy=(630,399,774,416)
index-entry: Flasch-Wimperthierchen (Lacrophya weusltaa), 418. xyxy=(784,227,881,233)
index-entry: Pollpraskie (Kaduliem), 411. 464. xyxy=(784,387,847,393)
index-entry: Urofpina Shhiau, 530. xyxy=(296,243,337,249)
index-entry: Ex-Schiffchen (Nemenle Ronse), 184. xyxy=(630,143,701,149)
index-entry: Diplaxa, 441. Taf. LIV. LV. Syson. 446. aureola, 446. catillina, 446. Curruchis, 441. grandis, 443. Gumma, 443. Langii, 444. Lamprae, 444. marmor, 442. Porterpine, 440. xyxy=(148,187,286,205)
index-entry: Dolichous, 338. Taf. VIII. Nectoloria, 324. aureta, 325. xyxy=(148,232,250,238)
index-entry: Doppelzahnschieben (Abynia), 304. xyxy=(148,486,215,492)
index-entry: Eisse-Infuseriem, 92. 120. 225. im Leteguniher, 327. (Altornisch seminhiche). xyxy=(444,194,582,206)
index-entry: Erhallung ders Organe Schnigner, 311. 321. xyxy=(444,661,525,667)
index-entry: Polenenaglen, 273. 441. xyxy=(784,394,829,400)
index-column xyxy=(296,124,434,824)
index-entry: Eunoea Condfon Rerr. 187. xyxy=(630,354,681,360)
index-entry: Gaile-Berroeren — Ella Pande. eligrlos. xyxy=(938,368,1012,374)
index-entry: Enchelys (Nuvicela), 91. (Ruffugal), 132. (Mmrah), 12. (Rosalbrigan), 248. xyxy=(444,369,582,381)
index-entry: Gonelenflug (Nornavautelmede, vergl Mynnen), grunlbent an Rodern, Tsiervahme bei den Reihleuorganen der Magenthierchen, 247. 448. bei den Gliedentieren, 311. bei den Aandtrehlhen, 313. bei den Gebzagell. 401. 402. 403. s. Rauhenhem, 364. xyxy=(938,551,1082,575)
index-entry: Eingasenwahl (Ubneaa) Bachtsglhes, 325. xyxy=(296,648,374,654)
page-number: 536 xyxy=(320,96,344,112)
index-entry: Erkaantnisermogungen bei Infusorien, 416. xyxy=(444,654,524,660)
index-entry: ENCHELIT, 288. xyxy=(444,271,477,277)
index-entry: Eudorina, 52. Taf. III. elegans, 53. xyxy=(630,249,693,255)
index-entry: Diftenpie (Euzamus), 225. xyxy=(148,206,197,212)
index-entry: Fortaaltten, herulglen, im Knaollarien, 211. 212. xyxy=(784,439,873,445)
index-entry: Einscalin Rahmler, 301. der Ahernqner, 365. xyxy=(296,576,378,582)
index-entry: Fusslose Magenthier, 21. xyxy=(938,329,985,335)
index-entry: Entbssbuag im Granamen, 221. xyxy=(444,414,502,420)
index-entry: Flimmerschnecken Sanusjen, — Lausenfen. xyxy=(784,253,866,259)
index-entry: Ephygetin, 125. Taf. VIII. Cirrutus, 125. xyxy=(444,573,519,579)
index-entry: FLOSCULARIIEN, 346. xyxy=(784,317,831,323)
index-entry: Einrichtellen (Schmeten), 384. xyxy=(444,130,501,136)
index-entry: Dorenen, 383. Taf. XXXI. drumlent, 382. xyxy=(148,296,225,302)
index-entry: Ephydren Sbrekle Eos. 443. xyxy=(444,553,496,559)
index-entry: Pronkulaen, 411. xyxy=(784,563,816,569)
index-entry: Fisukenenmanra (Lagenilalo), 60. Taf. II. schön-grüne, 60. xyxy=(784,207,892,213)
index-entry: Exsharo Ileineres, 255. xyxy=(630,137,673,143)
index-entry: Dorokopos, 428. Taf. VIII. Sysen. 419. Planoria, 424. Prasinia, 422. terisus, 416. virida, 417. xyxy=(148,328,286,340)
index-entry: Diglotta (Aquadla), 233. xyxy=(148,143,194,149)
index-entry: Einkusinzhrigen-Thoorie, geptlelat auf Patein Globlans, 68. Wiedelgung der Echtigkeit bei Zenthelf-Wchten, 158. geptlelat auf Spermatheiis, 380. xyxy=(444,137,582,154)
index-entry: Gallelhuunt (Fossilina) 447. Taf. LIX. dieke, 447. ficisfera, 447. Fiesblu, 447. xyxy=(938,418,1081,424)
index-entry: Fühllerjel (Pomateocca), 141. Taf. X. proplitar, 141. xyxy=(938,222,1034,228)
index-entry: Ephemeron-Larven, 290. 334. s. Roserrille equalonge. xyxy=(444,547,544,553)
index-entry: Flügeln, bekannte in der Tasse zu —, 37. 121. mit Stgruluien Inselrt, 27. xyxy=(784,240,917,246)
index-entry: Entobellbinn, 232. 349. xyxy=(444,478,488,484)
index-entry: Drolfurs (Ticianella Rugose), 491. xyxy=(148,581,212,587)
index-entry: Emplahninge-Organe der Rauerlinen, 295. der Mmdchen, 5. xyxy=(444,257,555,263)
index-entry: Doppelfnlige Timbenzen, 362. vergl. 316. xyxy=(148,454,225,460)
index-entry: Dorinnen, 428. Taf. LVI. Atlas, 430. Parfieula, 430. Aphla, 430. marca, 430. xyxy=(148,315,286,327)
index-entry: Drenner (Phanorobe Agnes), 409. xyxy=(148,614,210,620)
index-entry: Drierhen, 402. xyxy=(148,621,175,626)
